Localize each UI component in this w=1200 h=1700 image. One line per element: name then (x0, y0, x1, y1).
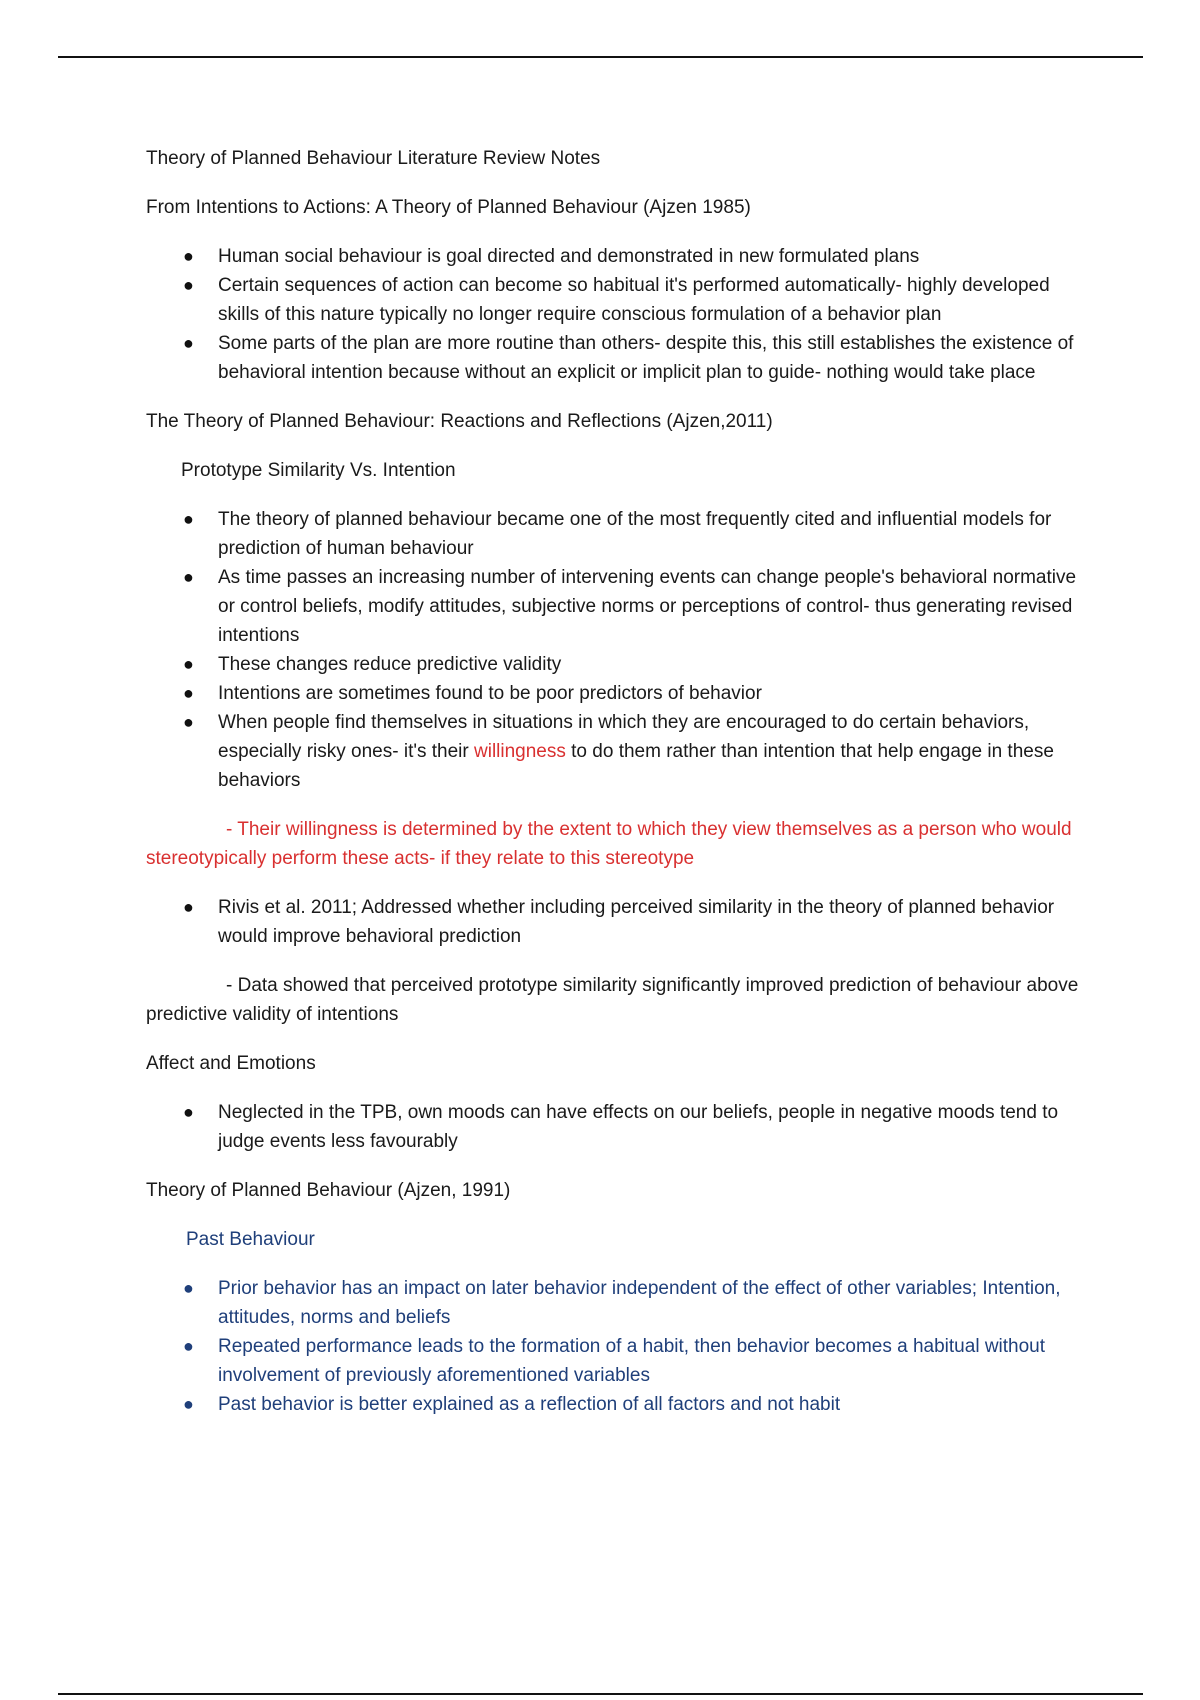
bullet-icon: ● (183, 1394, 194, 1414)
list-item: ● Some parts of the plan are more routine than others- despite this, this still establishes the existence of behavioral intention because without an explicit or implicit plan to guide- nothing would take place (146, 329, 1081, 387)
list-item: ● Intentions are sometimes found to be poor predictors of behavior (146, 679, 1081, 708)
top-rule (58, 56, 1143, 58)
bullet-icon: ● (183, 246, 194, 266)
section-heading-ajzen-2011: The Theory of Planned Behaviour: Reactions and Reflections (Ajzen,2011) (146, 411, 773, 432)
bullet-icon: ● (183, 567, 194, 587)
list-item: ● These changes reduce predictive validity (146, 650, 1081, 679)
bottom-rule (58, 1693, 1143, 1695)
bullet-icon: ● (183, 712, 194, 732)
bullet-icon: ● (183, 897, 194, 917)
data-note: - Data showed that perceived prototype similarity significantly improved prediction of behaviour above predictive validity of intentions (146, 975, 1079, 1025)
list-item: ● Certain sequences of action can become so habitual it's performed automatically- highly developed skills of this nature typically no longer require conscious formulation of a behavior plan (146, 271, 1081, 329)
list-item: ● Rivis et al. 2011; Addressed whether including perceived similarity in the theory of planned behavior would improve behavioral prediction (146, 893, 1081, 951)
bullet-icon: ● (183, 333, 194, 353)
section-heading-ajzen-1985: From Intentions to Actions: A Theory of Planned Behaviour (Ajzen 1985) (146, 197, 751, 218)
bullet-list-ajzen-2011 (146, 505, 1081, 795)
bullet-icon: ● (183, 1336, 194, 1356)
list-item: ● Repeated performance leads to the formation of a habit, then behavior becomes a habitual without involvement of previously aforementioned variables (146, 1332, 1081, 1390)
bullet-list-affect (146, 1098, 1081, 1156)
list-item: ● Neglected in the TPB, own moods can have effects on our beliefs, people in negative moods tend to judge events less favourably (146, 1098, 1081, 1156)
willingness-note: - Their willingness is determined by the extent to which they view themselves as a person who would stereotypically perform these acts- if they relate to this stereotype (146, 819, 1072, 869)
bullet-list-ajzen-1985 (146, 242, 1081, 387)
list-item-willingness: ● When people find themselves in situations in which they are encouraged to do certain behaviors, especially risky ones- it's their willingness to do them rather than intention that help engage in these behaviors (146, 708, 1081, 795)
document-body (146, 144, 1081, 1439)
section-heading-affect: Affect and Emotions (146, 1053, 316, 1074)
list-item: ● The theory of planned behaviour became one of the most frequently cited and influential models for prediction of human behaviour (146, 505, 1081, 563)
list-item: ● As time passes an increasing number of intervening events can change people's behavioral normative or control beliefs, modify attitudes, subjective norms or perceptions of control- thus generating revised intentions (146, 563, 1081, 650)
bullet-icon: ● (183, 275, 194, 295)
bullet-icon: ● (183, 683, 194, 703)
list-item: ● Past behavior is better explained as a reflection of all factors and not habit (146, 1390, 1081, 1419)
subheading-prototype-similarity: Prototype Similarity Vs. Intention (181, 460, 456, 481)
bullet-icon: ● (183, 509, 194, 529)
section-heading-ajzen-1991: Theory of Planned Behaviour (Ajzen, 1991) (146, 1180, 511, 1201)
bullet-icon: ● (183, 1102, 194, 1122)
bullet-list-rivis (146, 893, 1081, 951)
document-title: Theory of Planned Behaviour Literature Review Notes (146, 148, 601, 169)
subheading-past-behaviour: Past Behaviour (186, 1229, 315, 1250)
willingness-highlight: willingness (474, 741, 566, 762)
list-item: ● Prior behavior has an impact on later behavior independent of the effect of other variables; Intention, attitudes, norms and beliefs (146, 1274, 1081, 1332)
list-item: ● Human social behaviour is goal directed and demonstrated in new formulated plans (146, 242, 1081, 271)
bullet-icon: ● (183, 1278, 194, 1298)
bullet-list-past-behaviour (146, 1274, 1081, 1419)
bullet-icon: ● (183, 654, 194, 674)
